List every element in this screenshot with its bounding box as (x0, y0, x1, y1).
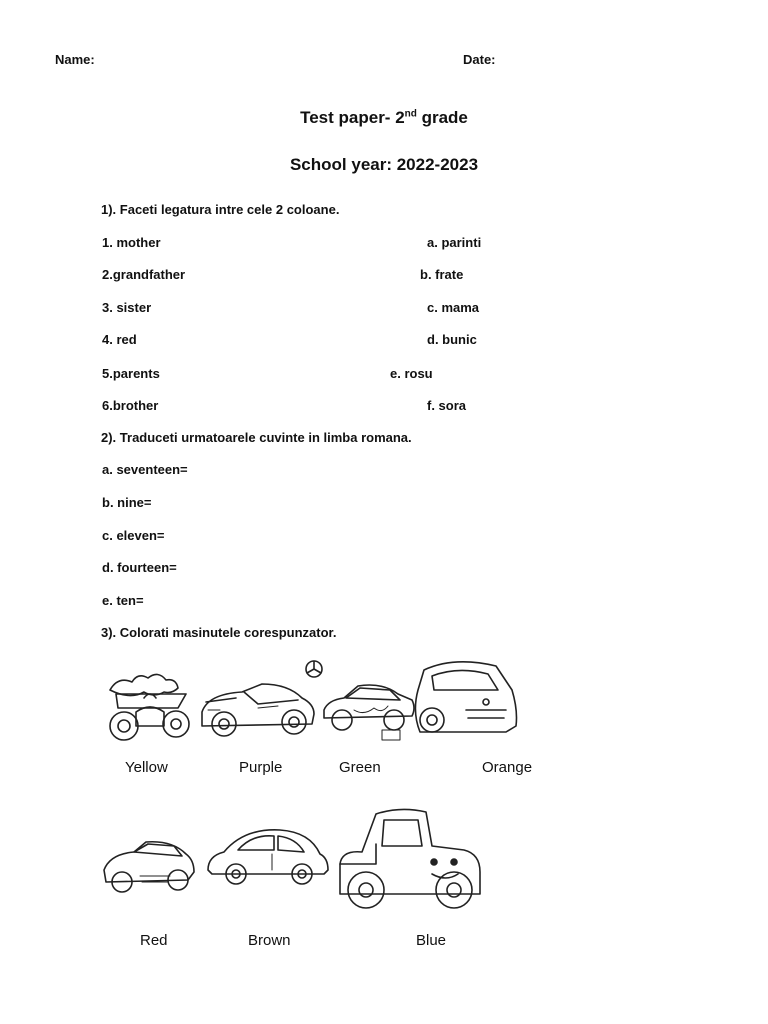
match-right-item: f. sora (427, 398, 467, 413)
match-left-item: 2.grandfather (102, 267, 186, 282)
translation-item: c. eleven= (102, 528, 165, 543)
pickup-truck-icon (336, 800, 488, 916)
exercise3-instruction: 3). Colorati masinutele corespunzator. (101, 625, 337, 640)
title-superscript: nd (404, 108, 417, 120)
color-label-red: Red (140, 932, 168, 949)
school-year: School year: 2022-2023 (289, 155, 479, 174)
smart-car-icon (410, 654, 522, 746)
sports-car-icon (320, 674, 416, 744)
match-right-item: c. mama (427, 300, 480, 315)
match-right-item: b. frate (420, 267, 464, 282)
color-label-orange: Orange (482, 759, 533, 776)
match-right-item: d. bunic (427, 332, 477, 347)
beetle-car-icon (202, 826, 332, 888)
match-left-item: 6.brother (102, 398, 159, 413)
color-label-brown: Brown (248, 932, 291, 949)
color-label-blue: Blue (416, 932, 447, 949)
translation-item: d. fourteen= (102, 560, 177, 575)
date-label: Date: (463, 52, 496, 67)
translation-item: a. seventeen= (102, 462, 188, 477)
match-right-item: a. parinti (427, 235, 482, 250)
exercise2-instruction: 2). Traduceti urmatoarele cuvinte in limba romana. (101, 430, 412, 445)
match-left-item: 5.parents (102, 366, 160, 381)
match-left-item: 1. mother (102, 235, 161, 250)
name-label: Name: (55, 52, 95, 67)
translation-item: b. nine= (102, 495, 152, 510)
match-left-item: 4. red (102, 332, 137, 347)
convertible-car-icon (198, 672, 318, 744)
color-label-yellow: Yellow (125, 759, 168, 776)
match-left-item: 3. sister (102, 300, 152, 315)
translation-item: e. ten= (102, 593, 144, 608)
page-title: Test paper- 2nd grade (300, 108, 468, 127)
mercedes-logo-icon (303, 658, 325, 680)
exercise1-instruction: 1). Faceti legatura intre cele 2 coloane. (101, 202, 340, 217)
match-right-item: e. rosu (390, 366, 433, 381)
sports-coupe-icon (100, 838, 198, 898)
color-label-green: Green (339, 759, 381, 776)
race-car-icon (100, 668, 198, 746)
color-label-purple: Purple (239, 759, 283, 776)
